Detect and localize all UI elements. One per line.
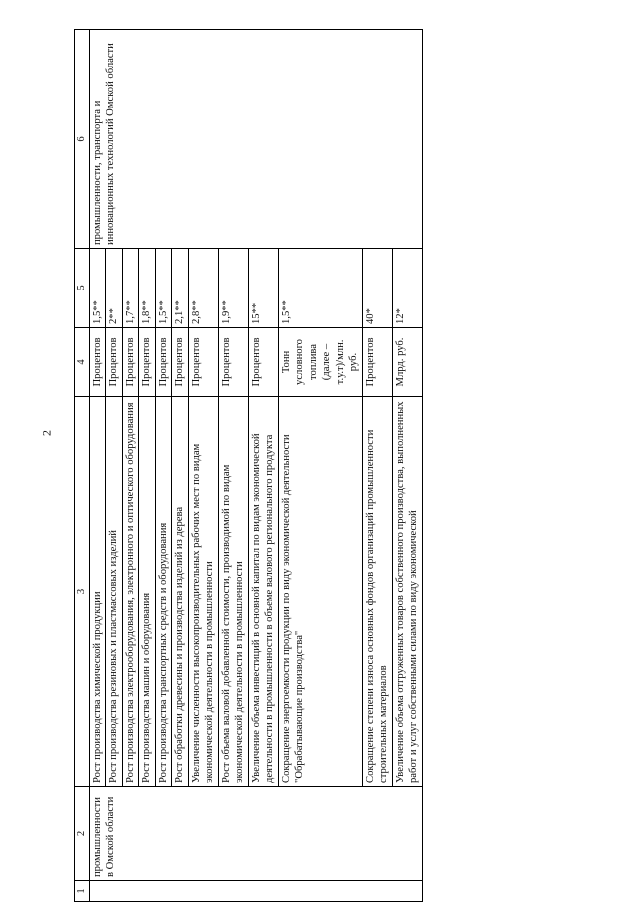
value-cell: 1,5** — [278, 249, 362, 328]
unit-cell: Процентов — [248, 328, 278, 397]
header-col-5: 5 — [75, 249, 90, 328]
table-header — [75, 30, 90, 902]
value-cell: 40* — [362, 249, 392, 328]
rotated-table-wrapper — [74, 30, 610, 902]
col1-cell — [89, 881, 422, 902]
value-cell: 2,8** — [188, 249, 218, 328]
indicator-cell: Рост производства резиновых и пластмассовых изделий — [106, 397, 123, 787]
unit-cell: Процентов — [218, 328, 248, 397]
table-row — [89, 30, 106, 902]
header-col-3: 3 — [75, 397, 90, 787]
value-cell: 2** — [106, 249, 123, 328]
unit-cell: Млрд. руб. — [392, 328, 422, 397]
col6-cell: промышленности, транспорта и инновационных технологий Омской области — [89, 30, 422, 249]
indicator-cell: Увеличение объема инвестиций в основной капитал по видам экономической деятельности в промышленности в объеме валового регионального продукта — [248, 397, 278, 787]
indicator-cell: Увеличение объема отгруженных товаров собственного производства, выполненных работ и услуг собственными силами по виду экономической — [392, 397, 422, 787]
indicator-cell: Рост обработки древесины и производства изделий из дерева — [172, 397, 189, 787]
unit-cell: Процентов — [172, 328, 189, 397]
indicator-cell: Рост производства электрооборудования, электронного и оптического оборудования — [122, 397, 139, 787]
indicator-cell: Сокращение энергоемкости продукции по виду экономической деятельности "Обрабатывающие производства" — [278, 397, 362, 787]
indicator-cell: Рост производства транспортных средств и оборудования — [155, 397, 172, 787]
value-cell: 12* — [392, 249, 422, 328]
unit-cell: Процентов — [188, 328, 218, 397]
indicator-cell: Рост производства машин и оборудования — [139, 397, 156, 787]
unit-cell: Процентов — [122, 328, 139, 397]
value-cell: 1,5** — [155, 249, 172, 328]
indicator-cell: Рост объема валовой добавленной стоимости, производимой по видам экономической деятельности в промышленности — [218, 397, 248, 787]
indicator-cell: Увеличение численности высокопроизводительных рабочих мест по видам экономической деятельности в промышленности — [188, 397, 218, 787]
value-cell: 15** — [248, 249, 278, 328]
header-col-2: 2 — [75, 787, 90, 881]
unit-cell: Тонн условного топлива (далее – т.у.т)/млн. руб. — [278, 328, 362, 397]
page-number: 2 — [39, 430, 54, 436]
header-col-4: 4 — [75, 328, 90, 397]
value-cell: 2,1** — [172, 249, 189, 328]
unit-cell: Процентов — [139, 328, 156, 397]
unit-cell: Процентов — [106, 328, 123, 397]
value-cell: 1,8** — [139, 249, 156, 328]
value-cell: 1,7** — [122, 249, 139, 328]
unit-cell: Процентов — [362, 328, 392, 397]
header-col-1: 1 — [75, 881, 90, 902]
unit-cell: Процентов — [155, 328, 172, 397]
indicator-cell: Сокращение степени износа основных фондов организаций промышленности строительных материалов — [362, 397, 392, 787]
header-col-6: 6 — [75, 30, 90, 249]
value-cell: 1,5** — [89, 249, 106, 328]
table-body — [89, 30, 422, 902]
indicator-cell: Рост производства химической продукции — [89, 397, 106, 787]
col2-cell: промышленности в Омской области — [89, 787, 422, 881]
unit-cell: Процентов — [89, 328, 106, 397]
indicators-table — [74, 29, 423, 902]
value-cell: 1,9** — [218, 249, 248, 328]
